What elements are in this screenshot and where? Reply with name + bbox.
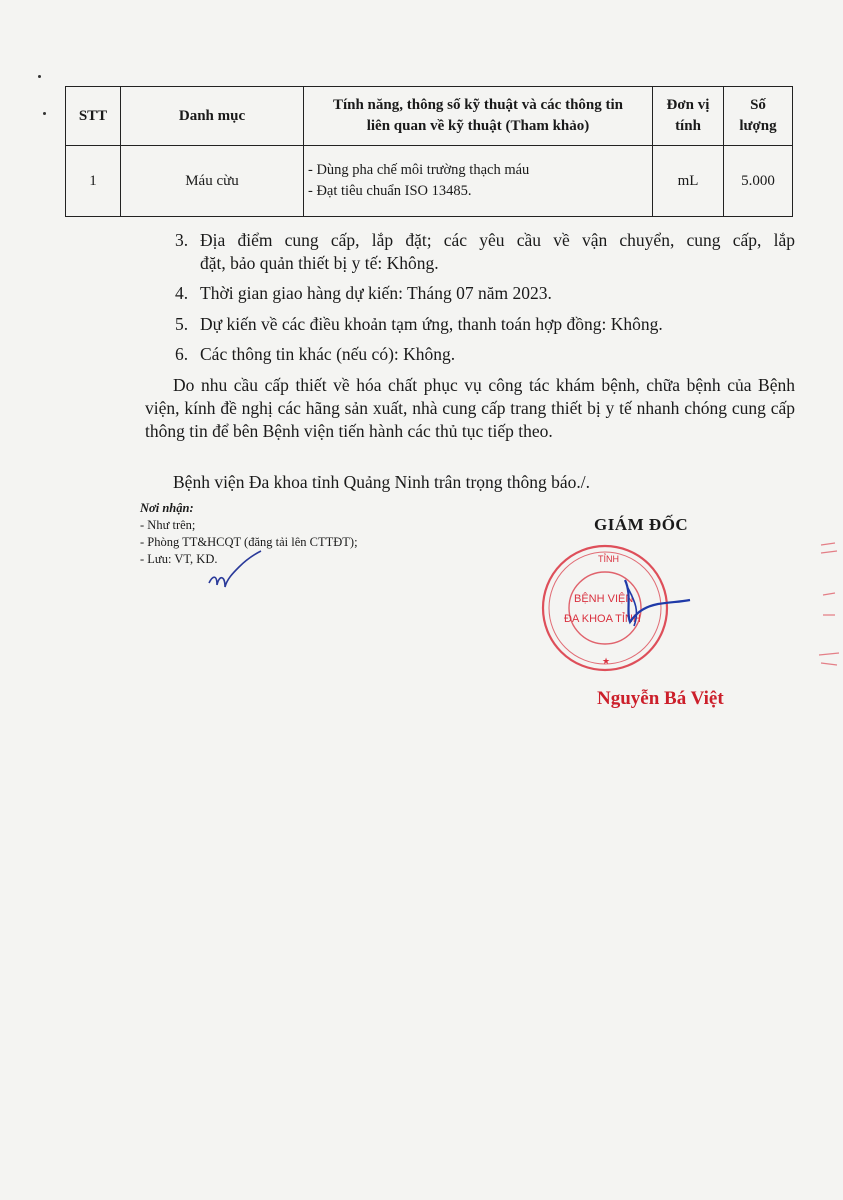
cell-category: Máu cừu xyxy=(121,146,304,217)
recipient-line: - Phòng TT&HCQT (đăng tải lên CTTĐT); xyxy=(140,535,358,549)
official-stamp xyxy=(530,540,700,680)
item-number: 5. xyxy=(175,314,189,334)
header-unit-line2: tính xyxy=(675,118,701,134)
stamp-star: ★ xyxy=(602,656,611,666)
list-item xyxy=(175,282,552,305)
list-item xyxy=(175,343,455,366)
stamp-top-text: TỈNH xyxy=(598,554,619,564)
signer-name: Nguyễn Bá Việt xyxy=(597,688,724,709)
cell-unit: mL xyxy=(653,146,724,217)
closing-line: Bệnh viện Đa khoa tỉnh Quảng Ninh trân trọng thông báo./. xyxy=(173,472,591,492)
header-qty xyxy=(724,87,793,146)
recipient-line: - Lưu: VT, KD. xyxy=(140,552,218,566)
header-qty-line1: Số xyxy=(750,97,766,113)
adjacent-stamp-fragment xyxy=(815,535,843,675)
stamp-line2: ĐA KHOA TỈNH xyxy=(564,613,641,625)
recipient-line: - Như trên; xyxy=(140,518,196,532)
cell-stt: 1 xyxy=(66,146,121,217)
item-number: 6. xyxy=(175,344,189,364)
item-text: Dự kiến về các điều khoản tạm ứng, thanh toán hợp đồng: Không. xyxy=(200,314,663,334)
scan-speck xyxy=(43,112,46,115)
item-number: 3. xyxy=(175,230,189,250)
list-item xyxy=(175,313,663,336)
header-spec-line1: Tính năng, thông số kỹ thuật và các thông tin xyxy=(332,97,624,113)
cell-qty: 5.000 xyxy=(724,146,793,217)
spec-line: - Đạt tiêu chuẩn ISO 13485. xyxy=(308,183,472,199)
director-title: GIÁM ĐỐC xyxy=(594,515,689,534)
item-text: đặt, bảo quản thiết bị y tế: Không. xyxy=(200,253,439,273)
stamp-line1: BỆNH VIỆN xyxy=(574,593,634,605)
item-text: Thời gian giao hàng dự kiến: Tháng 07 năm 2023. xyxy=(200,283,552,303)
header-qty-line2: lượng xyxy=(739,118,777,134)
header-stt: STT xyxy=(66,87,121,146)
item-number: 4. xyxy=(175,283,189,303)
recipients-heading: Nơi nhận: xyxy=(140,501,194,515)
spec-table xyxy=(65,86,793,217)
header-unit xyxy=(653,87,724,146)
item-text: Địa điểm cung cấp, lắp đặt; các yêu cầu về vận chuyển, cung cấp, lắp xyxy=(200,230,795,250)
table-row xyxy=(66,146,793,217)
header-unit-line1: Đơn vị xyxy=(666,97,710,113)
list-item xyxy=(175,229,795,275)
table-header-row xyxy=(66,87,793,146)
header-category: Danh mục xyxy=(121,87,304,146)
spec-line: - Dùng pha chế môi trường thạch máu xyxy=(308,162,530,178)
item-text: Các thông tin khác (nếu có): Không. xyxy=(200,344,456,364)
scan-speck xyxy=(38,75,41,78)
initials-signature xyxy=(205,545,265,595)
body-paragraph: Do nhu cầu cấp thiết về hóa chất phục vụ công tác khám bệnh, chữa bệnh của Bệnh viện, kính đề nghị các hãng sản xuất, nhà cung cấp trang thiết bị y tế nhanh chóng cung cấp thông tin để bên Bệnh viện tiến hành các thủ tục tiếp theo. xyxy=(145,375,795,441)
header-spec xyxy=(304,87,653,146)
cell-spec xyxy=(304,146,653,217)
header-spec-line2: liên quan về kỹ thuật (Tham khảo) xyxy=(366,118,590,134)
